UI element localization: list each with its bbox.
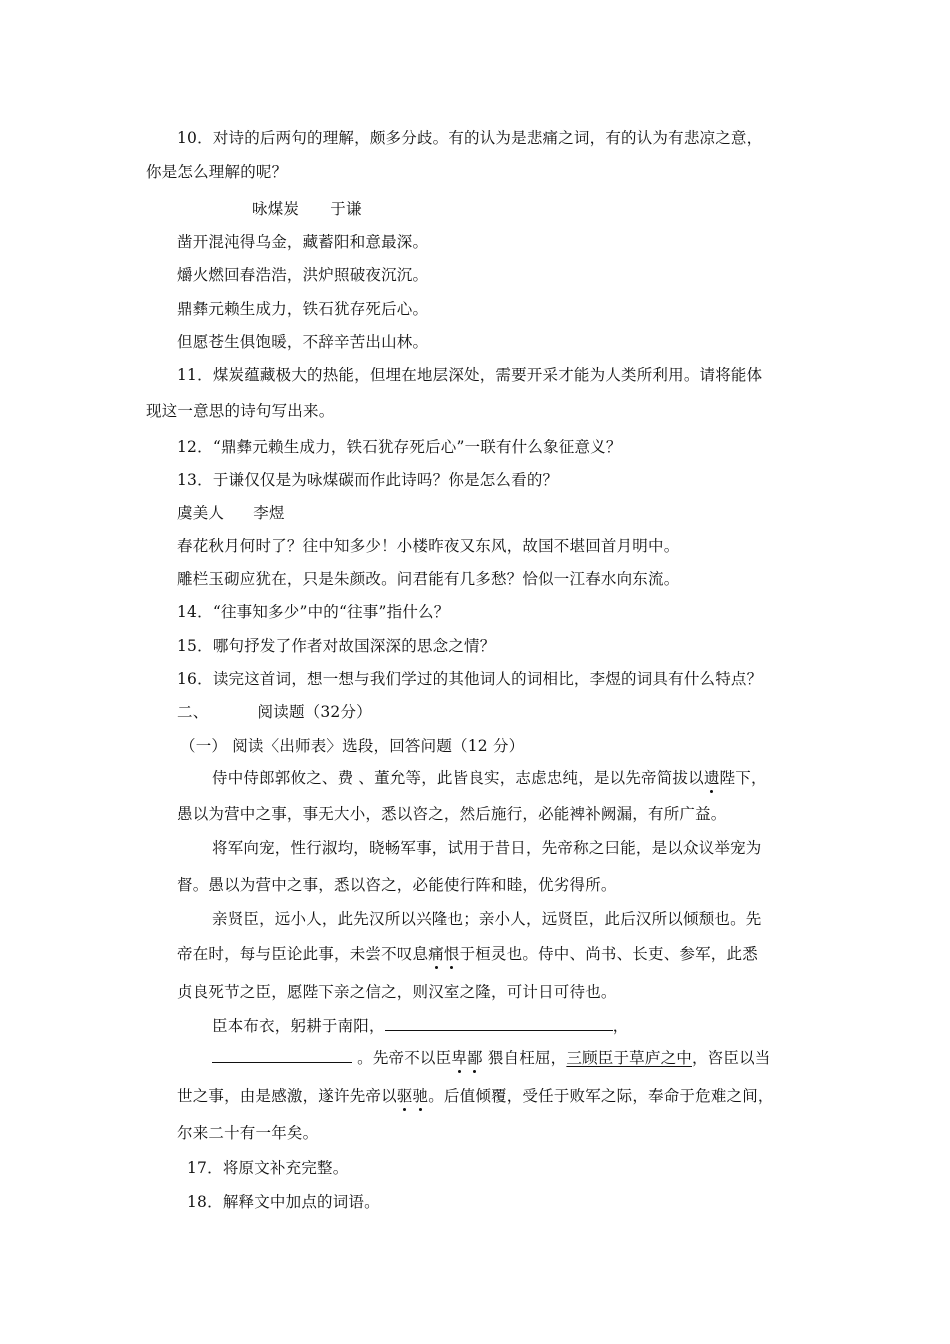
question-17: 17．将原文补充完整。 [187,1159,349,1177]
passage-text: 臣本布衣，躬耕于南阳， [212,1017,385,1035]
passage-p1-line-2: 愚以为营中之事，事无大小，悉以咨之，然后施行，必能裨补阙漏，有所广益。 [177,805,727,823]
question-12: 12．“鼎彝元赖生成力，铁石犹存死后心”一联有什么象征意义？ [177,438,622,456]
ci-author: 李煜 [253,504,285,522]
passage-text: ， [612,1017,629,1035]
ci-title [177,503,285,523]
question-10-line-2: 你是怎么理解的呢？ [146,163,288,181]
poem-author: 于谦 [330,200,362,218]
poem-line-2: 爝火燃回春浩浩，洪炉照破夜沉沉。 [177,266,429,284]
question-14: 14．“往事知多少”中的“往事”指什么？ [177,603,450,621]
poem-title-text: 咏煤炭 [252,200,300,218]
section-number: 二、 [177,703,209,721]
dotted-word: 驰 [412,1087,429,1105]
section-title: 阅读题（32分） [257,703,372,721]
passage-text: 猥自枉屈， [482,1049,567,1067]
ci-line-2: 雕栏玉砌应犹在，只是朱颜改。问君能有几多愁？恰似一江春水向东流。 [177,570,680,588]
passage-text: 陛下， [719,769,767,787]
passage-p4-line-3 [177,1086,774,1106]
passage-text: 侍中侍郎郭攸之、费 、董允等，此皆良实，志虑忠纯，是以先帝简拔以 [212,769,704,787]
passage-p2-line-2: 督。愚以为营中之事，悉以咨之，必能使行阵和睦，优劣得所。 [177,876,617,894]
passage-text: 。先帝不以臣 [352,1049,452,1067]
passage-p3-line-2 [177,944,758,964]
poem-line-3: 鼎彝元赖生成力，铁石犹存死后心。 [177,300,429,318]
poem-title [252,199,362,219]
fill-in-blank-2[interactable] [212,1048,352,1063]
passage-p3-line-1: 亲贤臣，远小人，此先汉所以兴隆也；亲小人，远贤臣，此后汉所以倾颓也。先 [212,910,762,928]
dotted-word: 恨 [443,945,460,963]
passage-p4-line-2 [212,1048,771,1068]
section-heading [177,702,372,722]
passage-text: 世之事，由是感激，遂许先帝以 [177,1087,397,1105]
underlined-phrase: 三顾臣于草庐之中 [566,1049,692,1067]
question-15: 15．哪句抒发了作者对故国深深的思念之情？ [177,637,496,655]
dotted-word: 驱 [396,1087,413,1105]
passage-p1-line-1 [212,768,767,788]
passage-p4-line-4: 尔来二十有一年矣。 [177,1124,319,1142]
dotted-word: 卑 [451,1049,468,1067]
fill-in-blank-1[interactable] [385,1016,613,1031]
poem-line-4: 但愿苍生俱饱暖，不辞辛苦出山林。 [177,333,429,351]
passage-text: 于桓灵也。侍中、尚书、长吏、参军，此悉 [459,945,758,963]
question-18: 18．解释文中加点的词语。 [187,1193,380,1211]
question-16: 16．读完这首词，想一想与我们学过的其他词人的词相比，李煜的词具有什么特点？ [177,670,763,688]
dotted-word: 痛 [428,945,444,963]
question-11-line-1: 11．煤炭蕴藏极大的热能，但埋在地层深处，需要开采才能为人类所利用。请将能体 [177,366,763,384]
question-11-line-2: 现这一意思的诗句写出来。 [146,402,335,420]
passage-text: ，咨臣以当 [691,1049,771,1067]
ci-title-text: 虞美人 [177,504,225,522]
question-13: 13．于谦仅仅是为咏煤碳而作此诗吗？你是怎么看的？ [177,471,559,489]
poem-line-1: 凿开混沌得乌金，藏蓄阳和意最深。 [177,233,429,251]
passage-p4-line-1 [212,1016,628,1036]
dotted-word: 鄙 [467,1049,483,1067]
ci-line-1: 春花秋月何时了？往中知多少！小楼昨夜又东风，故国不堪回首月明中。 [177,537,680,555]
dotted-word: 遗 [703,769,720,787]
part-title: （一） 阅读〈出师表〉选段，回答问题（12 分） [180,737,525,755]
passage-p2-line-1: 将军向宠，性行淑均，晓畅军事，试用于昔日，先帝称之曰能，是以众议举宠为 [212,839,762,857]
passage-text: 。后值倾覆，受任于败军之际，奉命于危难之间， [428,1087,774,1105]
passage-p3-line-3: 贞良死节之臣，愿陛下亲之信之，则汉室之隆，可计日可待也。 [177,983,617,1001]
question-10-line-1: 10．对诗的后两句的理解，颇多分歧。有的认为是悲痛之词，有的认为有悲凉之意， [177,129,763,147]
passage-text: 帝在时，每与臣论此事，未尝不叹息 [177,945,429,963]
